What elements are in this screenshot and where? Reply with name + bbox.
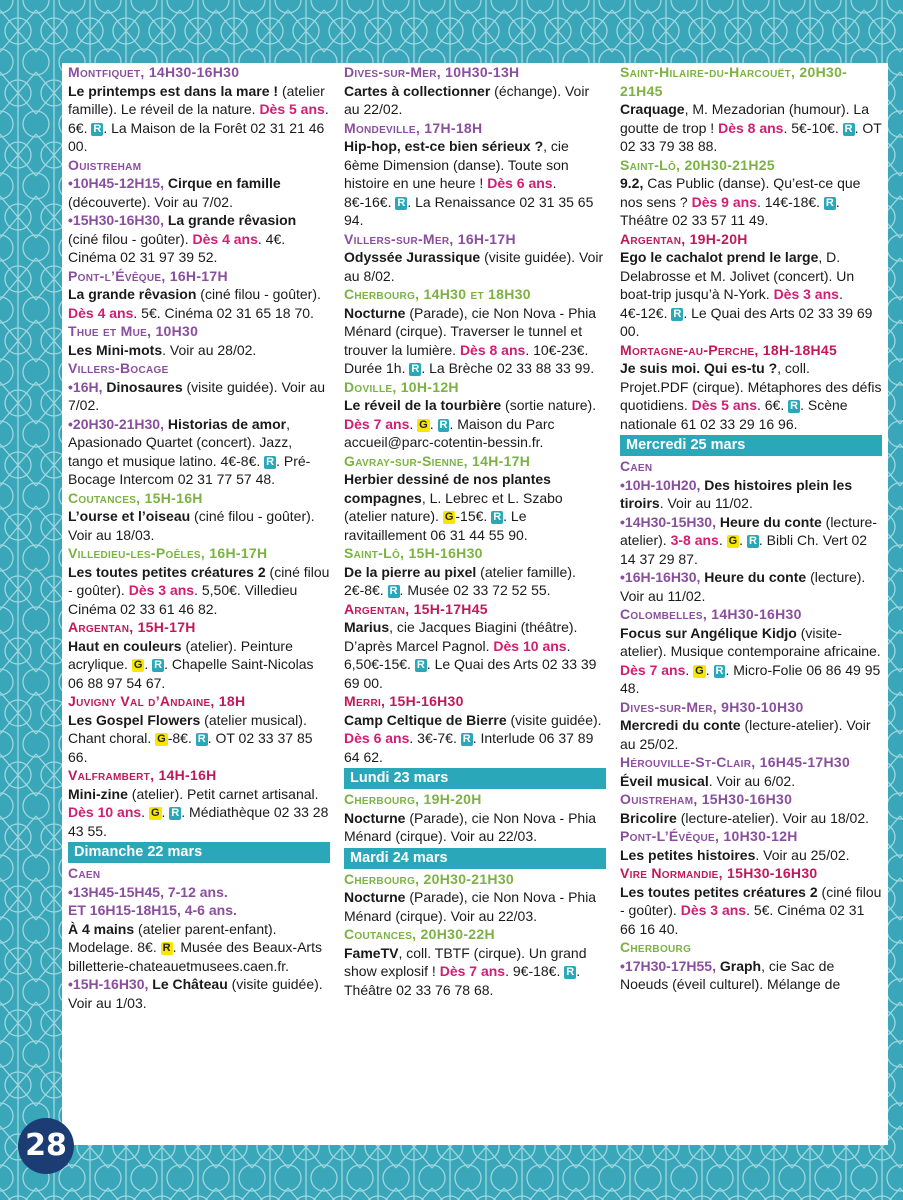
event-text: , cie Jacques Biagini (théâtre). D’après Marcel Pagnol.: [344, 619, 578, 654]
event-title: Heure du conte: [715, 513, 822, 530]
event-entry: [68, 359, 330, 489]
event-text: , D. Delabrosse et M. Jolivet (concert). Un boat-trip jusqu’à N-York.: [620, 249, 855, 302]
event-text: . Voir au 6/02.: [708, 772, 796, 789]
reservation-badge: R: [493, 511, 502, 523]
event-title: Graph: [715, 957, 762, 974]
event-title: Dinosaures: [102, 378, 183, 395]
event-text: .: [144, 656, 153, 672]
age-label: Dès 6 ans: [344, 730, 410, 746]
event-text: (lecture-atelier). Voir au 18/02.: [676, 809, 870, 826]
event-time: •16H-16H30,: [620, 569, 701, 585]
event-title: Le printemps est dans la mare !: [68, 82, 279, 99]
event-text: (échange). Voir au 22/02.: [344, 82, 590, 117]
event-time: •20H30-21H30,: [68, 415, 164, 432]
event-time: •14H30-15H30,: [620, 513, 716, 530]
free-badge: G: [695, 664, 704, 677]
event-title: Mini-zine: [68, 785, 128, 802]
event-time: •10H45-12H15,: [68, 175, 164, 191]
event-title: La grande rêvasion: [68, 286, 197, 302]
age-label: Dès 9 ans: [691, 193, 757, 210]
reservation-badge: R: [197, 733, 206, 745]
event-entry: [344, 378, 606, 452]
event-title: Heure du conte: [700, 569, 807, 585]
event-entry: [68, 544, 330, 618]
event-title: Cirque en famille: [163, 175, 281, 191]
event-text: . 9€-18€.: [505, 963, 565, 979]
age-label: Dès 8 ans: [459, 341, 526, 358]
event-city: Merri, 15H-16H30: [344, 693, 464, 709]
event-entry: [620, 790, 882, 827]
event-entry: [344, 452, 606, 545]
event-text: . 4€-12€.: [620, 286, 843, 321]
event-text: (lecture-atelier).: [620, 513, 877, 548]
event-entry: [344, 230, 606, 286]
event-title: De la pierre au pixel: [344, 563, 477, 580]
event-text: .: [718, 532, 727, 548]
event-title: Le Château: [148, 976, 228, 992]
event-title: Cartes à collectionner: [344, 82, 491, 99]
event-entry: [620, 864, 882, 938]
reservation-badge: R: [844, 122, 853, 135]
event-text: .: [429, 415, 438, 432]
event-text: . 5€-10€.: [783, 119, 843, 136]
event-city: Mondeville, 17H-18H: [344, 119, 483, 136]
column-1: [68, 63, 330, 1012]
event-title: Craquage: [620, 101, 685, 117]
event-city: Vire Normandie, 15H30-16H30: [620, 865, 818, 881]
event-entry: [344, 544, 606, 600]
age-label: Dès 5 ans: [259, 101, 325, 117]
event-entry: [68, 766, 330, 840]
reservation-badge: R: [171, 807, 180, 819]
event-title: Bricolire: [620, 809, 677, 826]
event-city: Coutances, 20H30-22H: [344, 926, 495, 942]
event-text: . 3€-7€.: [409, 730, 461, 746]
event-text: . La Renaissance 02 31 35 65 94.: [344, 193, 594, 228]
event-title: Mercredi du conte: [620, 717, 741, 733]
event-city: Saint-Lô, 15H-16H30: [344, 545, 483, 561]
event-city: Villers-Bocage: [68, 360, 169, 376]
event-entry: [344, 285, 606, 378]
column-3: [620, 63, 882, 994]
age-label: 3-8 ans: [670, 532, 719, 548]
event-city: Mortagne-au-Perche, 18H-18H45: [620, 341, 838, 358]
event-text: (Parade), cie Non Nova - Phia Ménard (cirque). Voir au 22/03.: [344, 809, 597, 844]
event-text: (ciné filou - goûter).: [68, 230, 193, 247]
age-label: Dès 4 ans: [192, 230, 258, 247]
event-entry: [344, 692, 606, 766]
event-title: La grande rêvasion: [163, 212, 297, 228]
event-text: .: [705, 661, 714, 678]
event-title: Odyssée Jurassique: [344, 249, 481, 265]
event-entry: [68, 267, 330, 323]
reservation-badge: R: [825, 196, 834, 209]
event-city: Saint-Hilaire-du-Harcouët, 20H30-21H45: [620, 64, 848, 99]
event-city: Juvigny Val d’Andaine, 18H: [68, 693, 246, 709]
event-entry: [620, 938, 882, 994]
event-entry: [68, 618, 330, 692]
event-text: , coll. Projet.PDF (cirque). Métaphores des défis quotidiens.: [620, 360, 882, 413]
event-text: . Maison du Parc accueil@parc-cotentin-bessin.fr.: [344, 415, 555, 450]
event-city: Ouistreham, 15H30-16H30: [620, 791, 793, 807]
reservation-badge: R: [416, 659, 425, 671]
event-text: (Parade), cie Non Nova - Phia Ménard (cirque). Traverser le tunnel et trouver la lumière.: [344, 304, 597, 358]
event-title: Haut en couleurs: [68, 637, 182, 654]
event-text: (visite guidée). Voir au 8/02.: [344, 249, 604, 284]
event-entry: [68, 156, 330, 267]
event-text: (visite guidée). Voir au 1/03.: [68, 976, 323, 1011]
event-title: Focus sur Angélique Kidjo: [620, 624, 797, 641]
event-text: . OT 02 33 37 85 66.: [68, 730, 313, 765]
event-city: Cherbourg, 20H30-21H30: [344, 870, 514, 887]
age-label: Dès 4 ans: [68, 304, 134, 321]
event-city: Doville, 10H-12H: [344, 378, 459, 395]
event-title: Je suis moi. Qui es-tu ?: [620, 360, 778, 376]
event-city: Montfiquet, 14H30-16H30: [68, 64, 240, 80]
event-title: À 4 mains: [68, 920, 135, 937]
event-text: .: [739, 532, 747, 548]
event-text: (lecture-atelier). Voir au 25/02.: [620, 717, 871, 752]
event-title: Les petites histoires: [620, 846, 756, 863]
event-city: Dives-sur-Mer, 9H30-10H30: [620, 698, 804, 715]
event-text: . Médiathèque 02 33 28 43 55.: [68, 804, 329, 839]
event-text: . 5€. Cinéma 02 31 65 18 70.: [133, 304, 314, 321]
age-label: Dès 7 ans: [620, 661, 686, 678]
event-text: .: [685, 661, 694, 678]
page-number: 28: [18, 1118, 74, 1174]
free-badge: G: [133, 659, 143, 671]
event-city: Argentan, 15H-17H45: [344, 600, 488, 617]
event-entry: [620, 341, 882, 434]
event-text: , cie 6ème Dimension (danse). Toute son histoire en une heure !: [344, 138, 569, 191]
event-city: Cherbourg, 19H-20H: [344, 791, 482, 807]
event-text: (sortie nature).: [501, 397, 597, 413]
event-time: •13H45-15H45, 7-12 ans.: [68, 883, 228, 900]
content-page: [62, 63, 888, 1145]
free-badge: G: [728, 535, 738, 547]
event-text: (Parade), cie Non Nova - Phia Ménard (cirque). Voir au 22/03.: [344, 889, 597, 924]
event-time: •15H30-16H30,: [68, 212, 164, 228]
event-entry: [68, 692, 330, 766]
event-title: Nocturne: [344, 889, 406, 905]
event-city: Thue et Mue, 10H30: [68, 323, 199, 339]
event-city: Coutances, 15H-16H: [68, 489, 203, 506]
event-text: . Théâtre 02 33 57 11 49.: [620, 193, 840, 228]
event-entry: [344, 870, 606, 926]
event-city: Dives-sur-Mer, 10H30-13H: [344, 64, 520, 80]
event-text: . Voir au 28/02.: [162, 341, 257, 358]
event-text: . Le ravitaillement 06 31 44 55 90.: [344, 508, 528, 543]
event-text: (atelier musical). Chant choral.: [68, 711, 307, 746]
event-title: Des histoires plein les tiroirs: [620, 476, 853, 511]
event-time: •17H30-17H55,: [620, 957, 716, 974]
event-text: . Théâtre 02 33 76 78 68.: [344, 963, 581, 998]
event-entry: [620, 753, 882, 790]
event-text: . La Maison de la Forêt 02 31 21 46 00.: [68, 119, 325, 154]
event-text: . Scène nationale 61 02 33 29 16 96.: [620, 397, 848, 432]
event-entry: [620, 698, 882, 754]
event-text: .: [409, 415, 418, 432]
event-text: (découverte). Voir au 7/02.: [68, 193, 233, 210]
event-entry: [68, 489, 330, 545]
event-entry: [344, 63, 606, 119]
event-text: . Pré-Bocage Intercom 02 31 77 57 48.: [68, 452, 311, 487]
event-title: Les toutes petites créatures 2: [620, 883, 818, 900]
event-entry: [620, 827, 882, 864]
free-badge: G: [157, 733, 166, 745]
event-text: . Chapelle Saint-Nicolas 06 88 97 54 67.: [68, 656, 314, 691]
event-title: Les toutes petites créatures 2: [68, 563, 266, 580]
reservation-badge: R: [715, 664, 724, 677]
event-text: -15€.: [455, 508, 492, 524]
event-text: (atelier). Peinture acrylique.: [68, 637, 293, 672]
event-city: Cherbourg: [620, 939, 692, 955]
event-text: (atelier). Petit carnet artisanal.: [127, 785, 319, 802]
event-text: . Le Quai des Arts 02 33 39 69 00.: [620, 304, 873, 339]
event-text: . 4€. Cinéma 02 31 97 39 52.: [68, 230, 286, 265]
event-text: . Micro-Folie 06 86 49 95 48.: [620, 661, 881, 696]
event-entry: [68, 322, 330, 359]
reservation-badge: R: [93, 122, 102, 135]
event-title: Nocturne: [344, 304, 406, 321]
event-text: .: [141, 804, 149, 820]
reservation-badge: R: [439, 418, 448, 431]
event-entry: [344, 790, 606, 846]
day-header: Mercredi 25 mars: [620, 435, 882, 456]
event-text: . Bibli Ch. Vert 02 14 37 29 87.: [620, 532, 868, 567]
event-text: . 6€.: [756, 397, 789, 413]
event-time: ET 16H15-18H15, 4-6 ans.: [68, 902, 237, 918]
event-text: (ciné filou - goûter).: [68, 563, 330, 598]
reservation-badge: R: [462, 733, 471, 745]
age-label: Dès 7 ans: [344, 415, 410, 432]
event-city: Argentan, 15H-17H: [68, 619, 196, 635]
event-text: (visite guidée).: [506, 711, 602, 728]
reservation-badge: R: [266, 455, 275, 468]
event-city: Ouistreham: [68, 156, 142, 173]
reservation-badge: R: [154, 659, 163, 671]
event-city: Caen: [620, 458, 653, 474]
event-title: FameTV: [344, 944, 399, 961]
event-title: Éveil musical: [620, 772, 709, 789]
event-entry: [620, 156, 882, 230]
event-title: Herbier dessiné de nos plantes compagnes: [344, 471, 551, 506]
reservation-badge: R: [748, 535, 757, 547]
age-label: Dès 3 ans: [128, 582, 195, 598]
event-entry: [344, 925, 606, 999]
age-label: Dès 8 ans: [718, 119, 784, 136]
event-text: . Voir au 25/02.: [755, 846, 850, 863]
reservation-badge: R: [790, 400, 799, 412]
event-entry: [344, 119, 606, 230]
event-entry: [620, 605, 882, 698]
event-text: , Apasionado Quartet (concert). Jazz, tango et musique latino. 4€-8€.: [68, 415, 293, 469]
event-text: . 10€-23€. Durée 1h.: [344, 341, 589, 376]
event-city: Pont-l’Évêque, 16H-17H: [68, 267, 228, 284]
event-entry: [68, 864, 330, 1012]
event-text: . Musée 02 33 72 52 55.: [399, 582, 551, 598]
reservation-badge: R: [411, 363, 420, 375]
event-title: Hip-hop, est-ce bien sérieux ?: [344, 138, 544, 154]
event-time: •15H-16H30,: [68, 976, 149, 992]
event-text: Cas Public (danse). Qu’est-ce que nos sens ?: [620, 175, 861, 210]
reservation-badge: R: [397, 196, 406, 209]
event-title: Ego le cachalot prend le large: [620, 249, 819, 265]
event-text: . 6€.: [68, 101, 329, 136]
age-label: Dès 6 ans: [487, 175, 553, 191]
reservation-badge: R: [566, 966, 575, 978]
free-badge: G: [419, 418, 428, 431]
event-text: (atelier parent-enfant). Modelage. 8€.: [68, 920, 277, 955]
event-city: Colombelles, 14H30-16H30: [620, 606, 802, 622]
event-city: Argentan, 19H-20H: [620, 230, 748, 247]
free-badge: G: [150, 807, 160, 819]
free-badge: G: [444, 511, 454, 523]
event-city: Hérouville-St-Clair, 16H45-17H30: [620, 754, 851, 770]
day-header: Dimanche 22 mars: [68, 842, 330, 863]
event-text: (lecture). Voir au 11/02.: [620, 569, 866, 604]
event-title: Le réveil de la tourbière: [344, 397, 502, 413]
event-title: L’ourse et l’oiseau: [68, 508, 191, 524]
event-text: , L. Lebrec et L. Szabo (atelier nature).: [344, 489, 563, 524]
event-text: . Le Quai des Arts 02 33 39 69 00.: [344, 656, 597, 691]
event-city: Pont-L’Évêque, 10H30-12H: [620, 828, 798, 844]
event-text: , cie Sac de Noeuds (éveil culturel). Mélange de: [620, 957, 841, 992]
event-city: Caen: [68, 865, 101, 881]
event-title: Nocturne: [344, 809, 406, 826]
event-city: Gavray-sur-Sienne, 14H-17H: [344, 452, 531, 469]
event-text: (ciné filou - goûter). Voir au 18/03.: [68, 508, 315, 543]
event-text: . Musée des Beaux-Arts billetterie-chateauetmusees.caen.fr.: [68, 939, 322, 974]
reservation-badge: R: [162, 942, 171, 954]
event-entry: [620, 63, 882, 156]
day-header: Mardi 24 mars: [344, 848, 606, 869]
age-label: Dès 10 ans: [493, 637, 567, 654]
event-text: , M. Mezadorian (humour). La goutte de trop !: [620, 101, 869, 136]
event-city: Cherbourg, 14H30 et 18H30: [344, 286, 531, 302]
event-text: -8€.: [167, 730, 196, 746]
event-title: Camp Celtique de Bierre: [344, 711, 507, 728]
event-text: . 6,50€-15€.: [344, 637, 571, 672]
event-city: Villedieu-les-Poêles, 16H-17H: [68, 545, 268, 561]
age-label: Dès 3 ans: [680, 902, 747, 918]
event-text: (atelier famille). Le réveil de la nature.: [68, 82, 325, 117]
event-text: , coll. TBTF (cirque). Un grand show explosif !: [344, 944, 587, 979]
event-city: Saint-Lô, 20H30-21H25: [620, 156, 775, 173]
event-text: (ciné filou - goûter).: [196, 286, 321, 302]
age-label: Dès 10 ans: [68, 804, 142, 820]
event-time: •10H-10H20,: [620, 476, 701, 493]
event-entry: [68, 63, 330, 156]
event-title: 9.2,: [620, 175, 644, 191]
event-entry: [344, 600, 606, 693]
event-title: Marius: [344, 619, 390, 635]
event-city: Villers-sur-Mer, 16H-17H: [344, 230, 516, 247]
event-text: . 8€-16€.: [344, 175, 557, 210]
event-text: . OT 02 33 79 38 88.: [620, 119, 882, 154]
reservation-badge: R: [389, 585, 398, 597]
age-label: Dès 5 ans: [691, 397, 757, 413]
event-text: .: [161, 804, 170, 820]
event-time: •16H,: [68, 378, 103, 395]
event-city: Valframbert, 14H-16H: [68, 767, 217, 783]
age-label: Dès 3 ans: [773, 286, 839, 302]
event-text: (visite guidée). Voir au 7/02.: [68, 378, 326, 413]
reservation-badge: R: [673, 307, 682, 320]
event-text: . 14€-18€.: [756, 193, 824, 210]
event-entry: [620, 457, 882, 605]
event-title: Les Gospel Flowers: [68, 711, 201, 728]
day-header: Lundi 23 mars: [344, 768, 606, 789]
event-text: . Interlude 06 37 89 64 62.: [344, 730, 594, 765]
event-text: . 5,50€. Villedieu Cinéma 02 33 61 46 82.: [68, 582, 298, 617]
event-text: . Voir au 11/02.: [659, 495, 753, 511]
event-text: . La Brèche 02 33 88 33 99.: [421, 360, 595, 376]
event-text: (visite-atelier). Musique contemporaine africaine.: [620, 624, 881, 659]
event-text: (atelier famille). 2€-8€.: [344, 563, 576, 598]
event-title: Historias de amor: [163, 415, 287, 432]
event-entry: [620, 230, 882, 341]
age-label: Dès 7 ans: [439, 963, 506, 979]
event-text: (ciné filou - goûter).: [620, 883, 882, 918]
column-2: [344, 63, 606, 999]
event-text: . 5€. Cinéma 02 31 66 16 40.: [620, 902, 865, 937]
event-title: Les Mini-mots: [68, 341, 163, 358]
